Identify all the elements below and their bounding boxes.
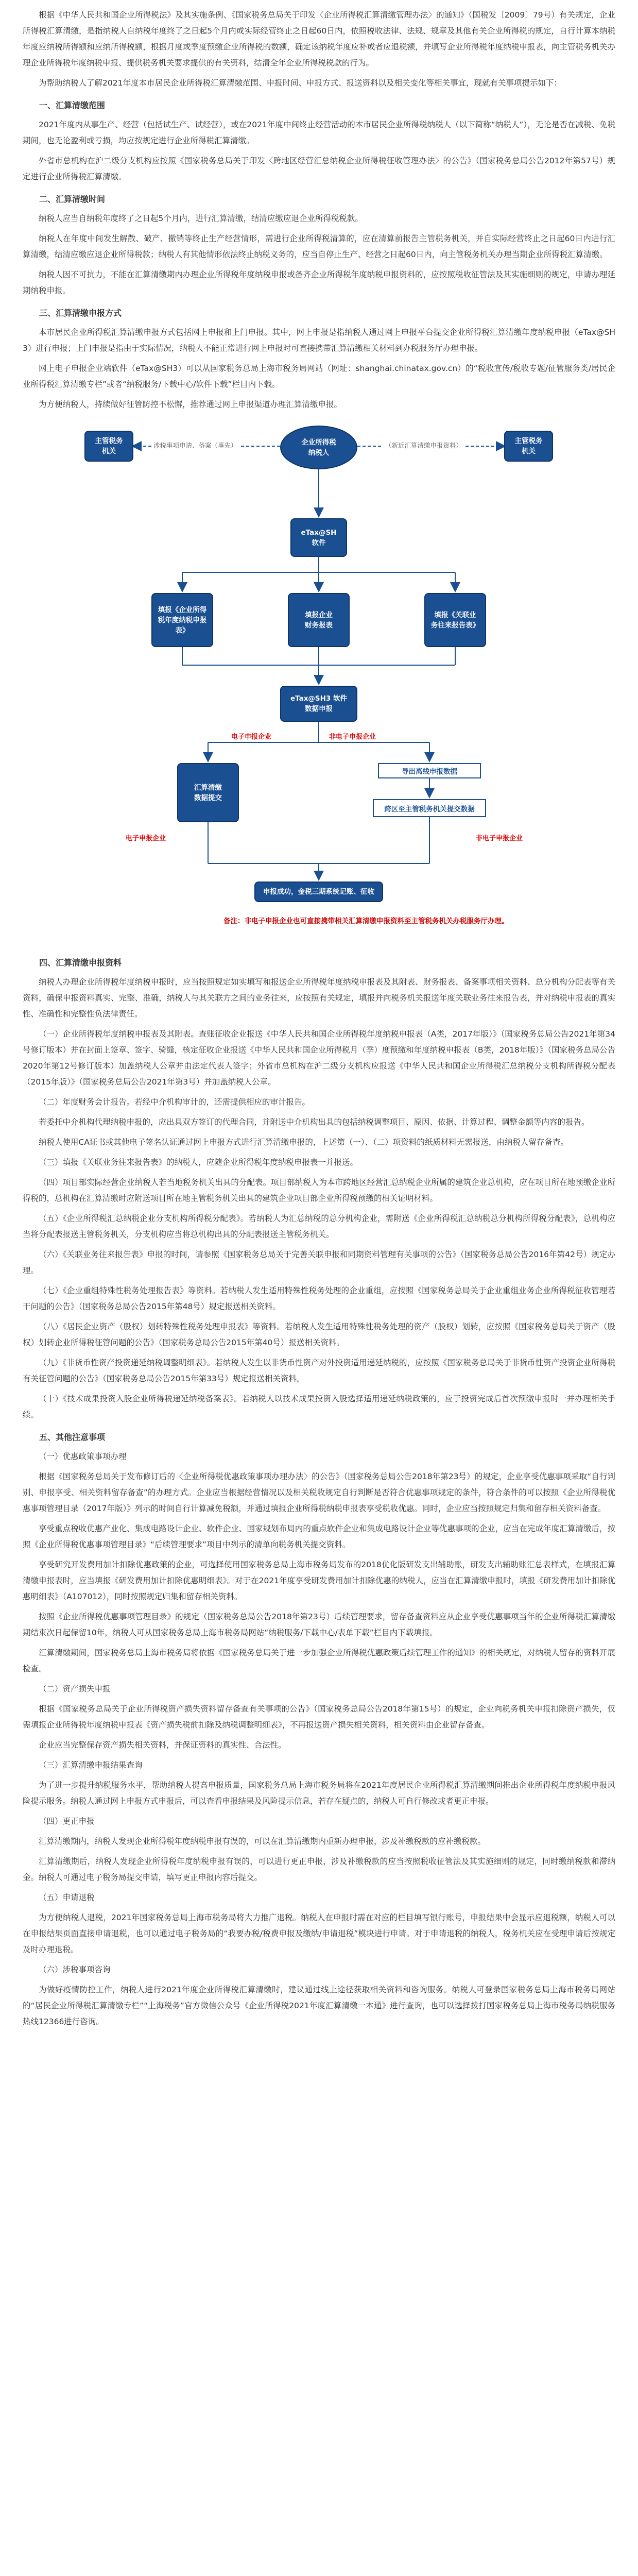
flow-label-e-filer: 电子申报企业 [231, 733, 272, 741]
paragraph: （五）《企业所得税汇总纳税企业分支机构所得税分配表》。若纳税人为汇总纳税的总分机构企业，需附送《企业所得税汇总纳税总分机构所得税分配表》，总机构应当将分配表报送主管税务机关，分支机构应当将总机构出具的分配表报送主管税务机关。 [23, 1214, 615, 1239]
subheading: （四）更正申报 [39, 1817, 95, 1826]
paragraph: 2021年度内从事生产、经营（包括试生产、试经营），或在2021年度中间终止经营活动的本市居民企业所得税纳税人（以下简称“纳税人”），无论是否在减税、免税期间，也无论盈利或亏损，均应按规定进行企业所得税汇算清缴。 [23, 120, 615, 145]
taxpayer-node: 企业所得税 纳税人 [280, 426, 357, 469]
paragraph: 本市居民企业所得税汇算清缴申报方式包括网上申报和上门申报。其中，网上申报是指纳税人通过网上申报平台提交企业所得税汇算清缴年度纳税申报（eTax@SH3）进行申报；上门申报是指由于实际情况，纳税人不能正常进行网上申报时可直接携带汇算清缴相关材料到办税服务厅办理申报。 [23, 328, 615, 353]
flow-label-non-e-filer-2: 非电子申报企业 [476, 835, 523, 842]
paragraph: 外省市总机构在沪二级分支机构应按照《国家税务总局关于印发〈跨地区经营汇总纳税企业所得税征收管理办法〉的公告》（国家税务总局公告2012年第57号）规定进行企业所得税汇算清缴。 [23, 156, 615, 181]
paragraph: 按照《企业所得税优惠事项管理目录》的规定（国家税务总局公告2018年第23号）后续管理要求，留存备查资料应从企业享受优惠事项当年的企业所得税汇算清缴期结束次日起保留10年，纳税人可从国家税务总局上海市税务局网站“纳税服务/下载中心/表单下载”栏目内下载填报。 [23, 1612, 615, 1637]
paragraph: 若委托中介机构代理纳税申报的，应出具双方签订的代理合同，并附送中介机构出具的包括纳税调整项目、原因、依据、计算过程、调整金额等内容的报告。 [39, 1117, 590, 1127]
paragraph: （一）企业所得税年度纳税申报表及其附表。查账征收企业报送《中华人民共和国企业所得税年度纳税申报表（A类，2017年版）》（国家税务总局公告2021年第34号修订版本）并在封面上签章、签字、骑缝，核定征收企业报送《中华人民共和国企业所得税月（季）度预缴和年度纳税申报表（B类，2018年版）》（国家税务总局公告2020年第12号修订版本）加盖纳税人公章并由法定代表人签字；外省市总机构在沪二级分支机构应报送《中华人民共和国企业所得税汇总纳税分支机构所得税分配表（2015年版）》（国家税务总局公告2021年第3号）并加盖纳税人公章。 [23, 1029, 615, 1087]
paragraph: 汇算清缴期内，纳税人发现企业所得税年度纳税申报有误的，可以在汇算清缴期内重新办理申报，涉及补缴税款的应补缴税款。 [39, 1837, 486, 1846]
data-submit-node: 汇算清缴 数据提交 [177, 763, 239, 822]
tax-authority-left-node: 主管税务 机关 [84, 431, 133, 462]
paragraph: 汇算清缴期后，纳税人发现企业所得税年度纳税申报有误的，可以进行更正申报，涉及补缴税款的应当按照税收征管法及其实施细则的规定，同时缴纳税款和滞纳金。纳税人可通过电子税务局提交申请，填写更正申报内容后提交。 [23, 1857, 615, 1882]
subheading: （六）涉税事项咨询 [39, 1965, 111, 1974]
paragraph: （八）《居民企业资产（股权）划转特殊性税务处理申报表》等资料。若纳税人发生适用特殊性税务处理的资产（股权）划转，应按照《国家税务总局关于资产（股权）划转企业所得税征管问题的公告》（国家税务总局公告2015年第40号）报送相关资料。 [23, 1322, 615, 1347]
paragraph: 为了进一步提升纳税服务水平，帮助纳税人提高申报质量，国家税务总局上海市税务局将在2021年度居民企业所得税汇算清缴期间推出企业所得税年度纳税申报风险提示服务。纳税人通过网上申报方式申报后，可以查看申报结果及风险提示信息，若存在疑点的，纳税人可自行修改或者更正申报。 [23, 1781, 615, 1806]
tax-authority-right-node: 主管税务 机关 [504, 431, 553, 462]
section-heading: 五、其他注意事项 [39, 1432, 106, 1442]
paragraph: 纳税人应当自纳税年度终了之日起5个月内，进行汇算清缴，结清应缴应退企业所得税税款。 [39, 214, 363, 223]
export-offline-data-node: 导出离线申报数据 [378, 763, 481, 778]
subheading: （一）优惠政策事项办理 [39, 1452, 127, 1461]
fill-annual-return-node: 填报《企业所得 税年度纳税申报 表》 [151, 593, 213, 647]
subheading: （二）资产损失申报 [39, 1684, 111, 1693]
fill-financial-statements-node: 填报企业 财务报表 [288, 593, 350, 647]
flowchart-connectors [23, 418, 615, 948]
fill-related-party-node: 填报《关联业 务往来报告表》 [424, 593, 486, 647]
intro-paragraph: 为帮助纳税人了解2021年度本市居民企业所得税汇算清缴范围、申报时间、申报方式、报送资料以及相关变化等相关事宜，现就有关事项提示如下： [39, 78, 562, 88]
paragraph: 为方便纳税人退税，2021年国家税务总局上海市税务局将大力推广退税。纳税人在申报时需在对应的栏目填写银行账号，申报结果中会显示应退税额，纳税人可以在申报结果页面直接申请退税，也可以通过电子税务局的“我要办税/税费申报及缴纳/申请退税”模块进行申请。对于申请退税的纳税人，税务机关应在受理申请后按规定及时办理退税。 [23, 1913, 615, 1954]
subheading: （三）汇算清缴申报结果查询 [39, 1760, 143, 1770]
paragraph: 根据《国家税务总局关于发布修订后的〈企业所得税优惠政策事项办理办法〉的公告》（国家税务总局公告2018年第23号）的规定，企业享受优惠事项采取“自行判别、申报享受、相关资料留存备查”的办理方式。企业应当根据经营情况以及相关税收规定自行判断是否符合优惠事项规定的条件，符合条件的可以按照《企业所得税优惠事项管理目录（2017年版）》列示的时间自行计算减免税额，并通过填报企业所得税纳税申报表享受税收优惠。同时，企业应当按照规定归集和留存相关资料备查。 [23, 1472, 615, 1513]
paragraph: 纳税人办理企业所得税年度纳税申报时，应当按照规定如实填写和报送企业所得税年度纳税申报表及其附表、财务报表、备案事项相关资料、总分机构分配表等有关资料，确保申报资料真实、完整、准确，纳税人与其关联方之间的业务往来，应按照有关规定，填报并向税务机关报送年度关联业务往来报告表，并对纳税申报表的真实性、准确性和完整性负法律责任。 [23, 977, 615, 1019]
section-heading: 一、汇算清缴范围 [39, 100, 106, 110]
paragraph: （三）填报《关联业务往来报告表》的纳税人，应随企业所得税年度纳税申报表一并报送。 [39, 1158, 358, 1167]
paragraph: 为方便纳税人，持续做好征管防控不松懈，推荐通过网上申报渠道办理汇算清缴申报。 [39, 400, 342, 409]
paragraph: 纳税人在年度中间发生解散、破产、撤销等终止生产经营情形，需进行企业所得税清算的，应在清算前报告主管税务机关，并自实际经营终止之日起60日内进行汇算清缴，结清应缴应退企业所得税款；纳税人有其他情形依法终止纳税义务的，应当自停止生产、经营之日起60日内，向主管税务机关办理当期企业所得税汇算清缴。 [23, 234, 615, 259]
etax-data-filing-node: eTax@SH3 软件 数据申报 [280, 686, 357, 722]
paragraph: （四）项目部实际经营企业纳税人若当地税务机关出具的分配表。项目部纳税人为本市跨地区经营汇总纳税企业所属的建筑企业总机构，应在项目所在地预缴企业所得税的，总机构在汇算清缴时应附送项目所在地主管税务机关出具的建筑企业项目部企业所得税预缴的相关证明材料。 [23, 1178, 615, 1203]
flow-label-e-filer-2: 电子申报企业 [126, 835, 166, 842]
section-heading: 三、汇算清缴申报方式 [39, 308, 122, 318]
intro-paragraph: 根据《中华人民共和国企业所得税法》及其实施条例、《国家税务总局关于印发〈企业所得税汇算清缴管理办法〉的通知》（国税发〔2009〕79号）有关规定，企业所得税汇算清缴，是指纳税人自纳税年度终了之日起5个月内或实际经营终止之日起60日内，依照税收法律、法规、规章及其他有关企业所得税的规定，自行计算本纳税年度应纳税所得额和应纳所得税额，根据月度或季度预缴企业所得税的数额，确定该纳税年度应补或者应退税额，并填写企业所得税年度纳税申报表，向主管税务机关办理企业所得税年度纳税申报、提供税务机关要求提供的有关资料，结清全年企业所得税税款的行为。 [23, 10, 615, 67]
etax-software-node: eTax@SH 软件 [290, 518, 347, 557]
flow-label-advance-filing: 涉税事项申请、备案（事先） [151, 440, 239, 450]
filing-success-node: 申报成功，金税三期系统记账、征收 [254, 882, 383, 902]
paragraph: （九）《非货币性资产投资递延纳税调整明细表》。若纳税人发生以非货币性资产对外投资适用递延纳税的，应按照《国家税务总局关于非货币性资产投资企业所得税有关征管问题的公告》（国家税务总局公告2015年第33号）规定报送相关资料。 [23, 1358, 615, 1383]
filing-flowchart [23, 418, 615, 948]
paragraph: 根据《国家税务总局关于企业所得税资产损失资料留存备查有关事项的公告》（国家税务总局公告2018年第15号）的规定，企业向税务机关申报扣除资产损失，仅需填报企业所得税年度纳税申报表《资产损失税前扣除及纳税调整明细表》，不再报送资产损失相关资料，相关资料由企业留存备查。 [23, 1704, 615, 1730]
section-heading: 二、汇算清缴时间 [39, 194, 106, 204]
paragraph: 享受研究开发费用加计扣除优惠政策的企业，可选择使用国家税务总局上海市税务局发布的2018优化版研发支出辅助账，研发支出辅助账汇总表样式，在填报汇算清缴申报表时，应当填报《研发费用加计扣除优惠明细表》。对于在2021年度享受研发费用加计扣除优惠的纳税人，应当在汇算清缴申报时，填报《研发费用加计扣除优惠明细表》（A107012），同时按照规定归集和留存相关资料。 [23, 1560, 615, 1601]
paragraph: （七）《企业重组特殊性税务处理报告表》等资料。若纳税人发生适用特殊性税务处理的企业重组，应按照《国家税务总局关于企业重组业务企业所得税征收管理若干问题的公告》（国家税务总局公告2015年第48号）规定报送相关资料。 [23, 1286, 615, 1311]
subheading: （五）申请退税 [39, 1893, 95, 1902]
submit-at-tax-office-node: 跨区至主管税务机关提交数据 [373, 799, 486, 817]
section-heading: 四、汇算清缴申报资料 [39, 958, 122, 968]
paragraph: （六）《关联业务往来报告表》申报的时间，请参照《国家税务总局关于完善关联申报和同期资料管理有关事项的公告》（国家税务总局公告2016年第42号）规定办理。 [23, 1250, 615, 1275]
paragraph: 企业应当完整保存资产损失相关资料，并保证资料的真实性、合法性。 [39, 1740, 286, 1750]
paragraph: 纳税人使用CA证书或其他电子签名认证通过网上申报方式进行汇算清缴申报的，上述第（一）、（二）项资料的纸质材料无需报送，由纳税人留存备查。 [39, 1138, 568, 1147]
paragraph: 为做好疫情防控工作，纳税人进行2021年度企业所得税汇算清缴时，建议通过线上途径获取相关资料和咨询服务。纳税人可登录国家税务总局上海市税务局网站的“居民企业所得税汇算清缴专栏”“上海税务”官方微信公众号《企业所得税2021年度汇算清缴一本通》进行查询，也可以选择拨打国家税务总局上海市税务局纳税服务热线12366进行咨询。 [23, 1985, 615, 2026]
paragraph: 享受重点税收优惠产业化、集成电路设计企业、软件企业、国家规划布局内的重点软件企业和集成电路设计企业等优惠事项的企业，应当在完成年度汇算清缴后，按照《企业所得税优惠事项管理目录》“后续管理要求”项目中列示的清单向税务机关提交资料。 [23, 1524, 615, 1549]
flowchart-note: 备注：非电子申报企业也可直接携带相关汇算清缴申报资料至主管税务机关办税服务厅办理。 [223, 917, 509, 925]
paragraph: 纳税人因不可抗力，不能在汇算清缴期内办理企业所得税年度纳税申报或备齐企业所得税年度纳税申报资料的，应按照税收征管法及其实施细则的规定，申请办理延期纳税申报。 [23, 270, 615, 295]
paragraph: 汇算清缴期间，国家税务总局上海市税务局将依据《国家税务总局关于进一步加强企业所得税优惠政策后续管理工作的通知》的相关规定，对纳税人留存的资料开展检查。 [23, 1648, 615, 1673]
flow-label-non-e-filer: 非电子申报企业 [329, 733, 376, 741]
paragraph: 网上电子申报企业端软件（eTax@SH3）可以从国家税务总局上海市税务局网站（网址：shanghai.chinatax.gov.cn）的“税收宣传/税收专题/征管服务类/居民企业所得税汇算清缴专栏”或者“纳税服务/下载中心/软件下载”栏目内下载。 [23, 364, 615, 389]
flow-label-materials: （新近汇算清缴申报资料） [383, 440, 464, 450]
paragraph: （十）《技术成果投资入股企业所得税递延纳税备案表》。若纳税人以技术成果投资入股选择适用递延纳税政策的，应于投资完成后首次预缴申报时一并办理相关手续。 [23, 1394, 615, 1419]
paragraph: （二）年度财务会计报告。若经中介机构审计的，还需提供相应的审计报告。 [39, 1097, 311, 1107]
